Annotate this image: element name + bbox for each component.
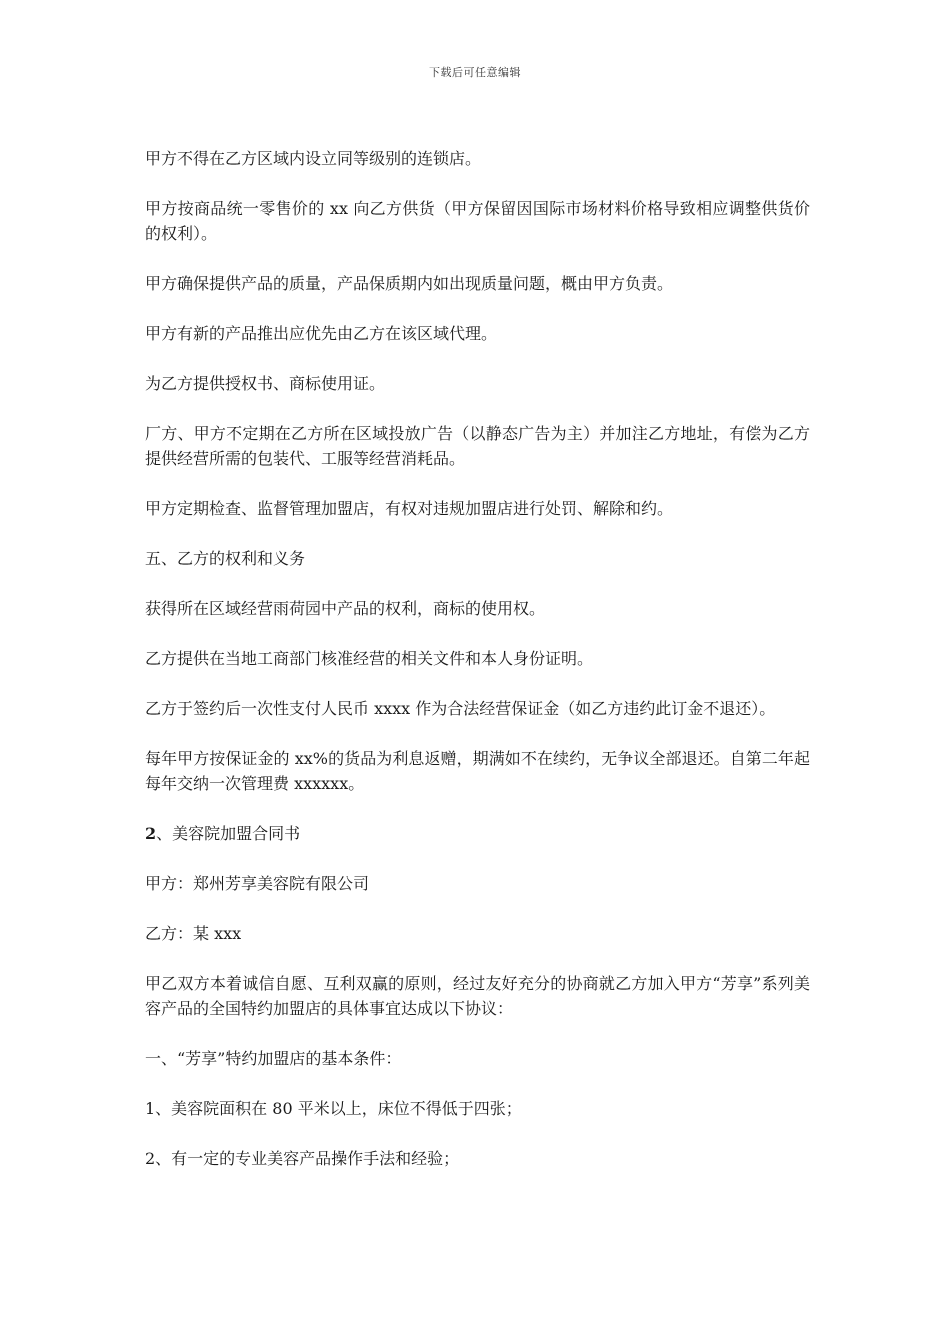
paragraph: 甲方不得在乙方区域内设立同等级别的连锁店。 (145, 149, 482, 168)
paragraph: 甲乙双方本着诚信自愿、互利双赢的原则，经过友好充分的协商就乙方加入甲方“芳享”系列美容产品的全国特约加盟店的具体事宜达成以下协议： (145, 974, 810, 1018)
section-heading: 一、“芳享”特约加盟店的基本条件： (145, 1049, 402, 1068)
paragraph: 甲方确保提供产品的质量，产品保质期内如出现质量问题，概由甲方负责。 (145, 274, 674, 293)
paragraph: 为乙方提供授权书、商标使用证。 (145, 374, 386, 393)
paragraph: 甲方有新的产品推出应优先由乙方在该区域代理。 (145, 324, 498, 343)
section-2-number: 2 (145, 824, 157, 843)
paragraph: 乙方于签约后一次性支付人民币 xxxx 作为合法经营保证金（如乙方违约此订金不退还）。 (145, 699, 776, 718)
paragraph: 甲方定期检查、监督管理加盟店，有权对违规加盟店进行处罚、解除和约。 (145, 499, 674, 518)
document-body (145, 146, 810, 1196)
paragraph: 获得所在区域经营雨荷园中产品的权利，商标的使用权。 (145, 599, 546, 618)
paragraph: 每年甲方按保证金的 xx%的货品为利息返赠，期满如不在续约，无争议全部退还。自第二年起每年交纳一次管理费 xxxxxx。 (145, 749, 810, 793)
section-heading: 五、乙方的权利和义务 (145, 549, 306, 568)
list-item: 1、美容院面积在 80 平米以上，床位不得低于四张； (145, 1099, 522, 1118)
paragraph: 甲方按商品统一零售价的 xx 向乙方供货（甲方保留因国际市场材料价格导致相应调整供货价的权利）。 (145, 199, 810, 243)
list-item: 2、有一定的专业美容产品操作手法和经验； (145, 1149, 460, 1168)
page-header: 下载后可任意编辑 (429, 66, 521, 79)
paragraph: 乙方提供在当地工商部门核准经营的相关文件和本人身份证明。 (145, 649, 594, 668)
section-2-title: 、美容院加盟合同书 (156, 824, 301, 843)
party-a: 甲方：郑州芳享美容院有限公司 (145, 874, 370, 893)
section-2-heading (145, 821, 810, 846)
paragraph: 厂方、甲方不定期在乙方所在区域投放广告（以静态广告为主）并加注乙方地址，有偿为乙方提供经营所需的包装代、工服等经营消耗品。 (145, 424, 810, 468)
party-b: 乙方：某 xxx (145, 924, 242, 943)
